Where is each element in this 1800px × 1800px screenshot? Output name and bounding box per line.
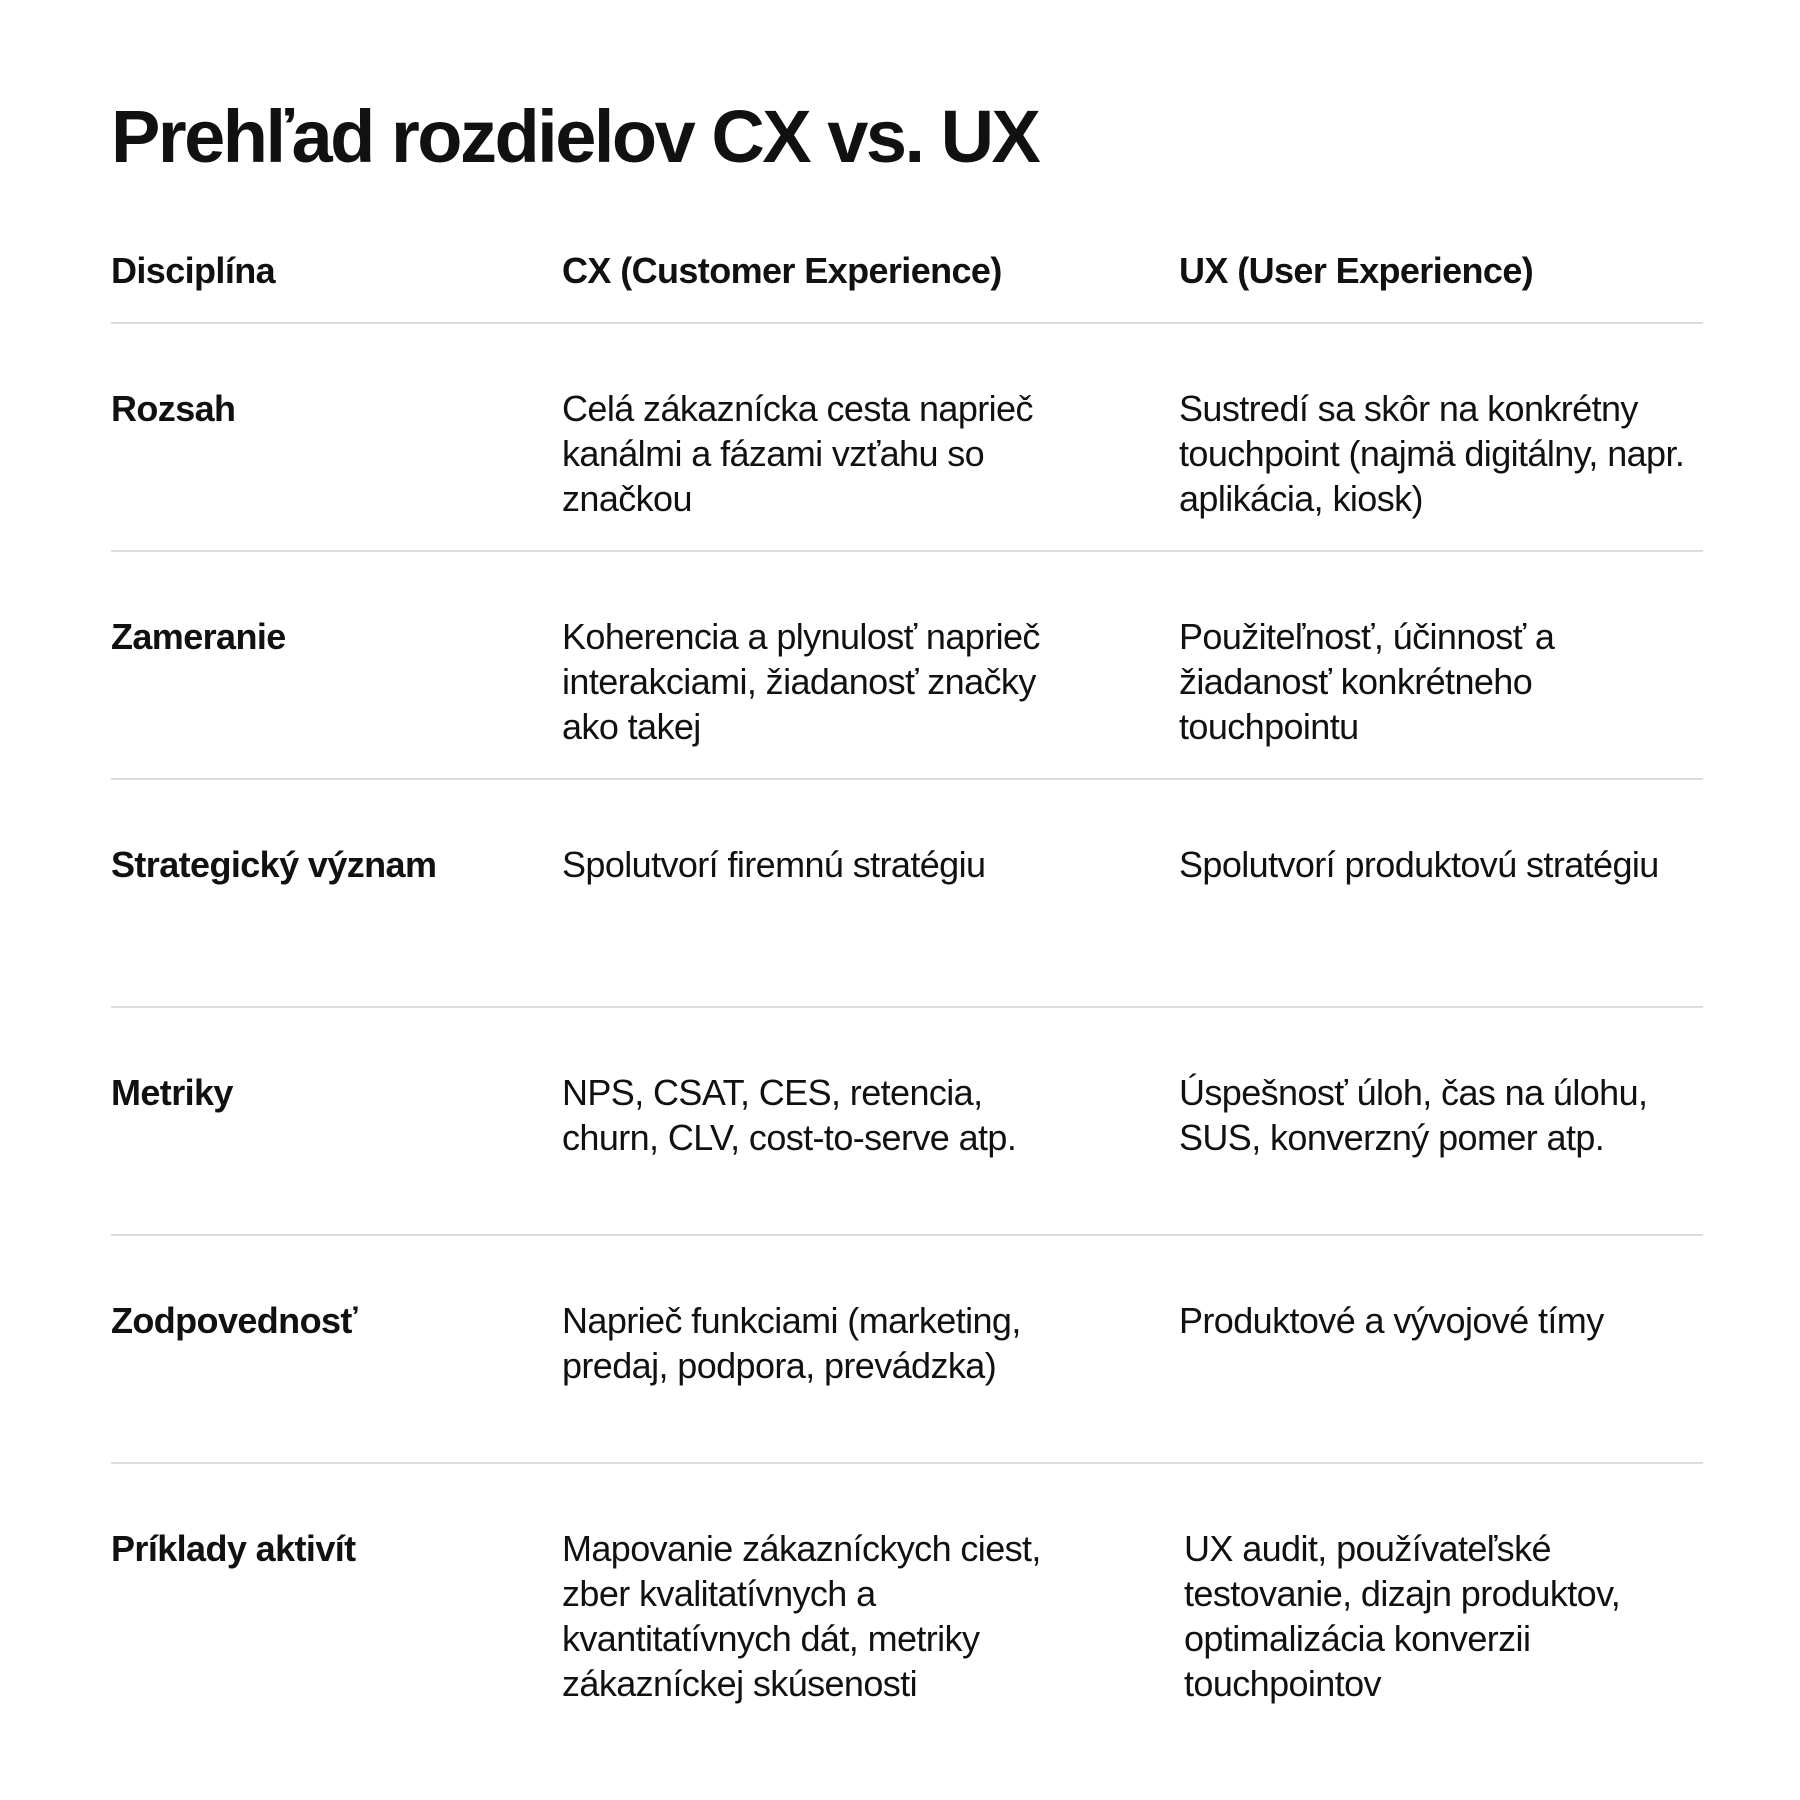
- header-discipline: Disciplína: [111, 250, 276, 291]
- row-ux-value: Sustredí sa skôr na konkrétny touchpoint (najmä digitálny, napr. aplikácia, kiosk): [1179, 388, 1685, 519]
- row-cx-value: NPS, CSAT, CES, retencia, churn, CLV, cost-to-serve atp.: [562, 1072, 1017, 1158]
- header-cx: CX (Customer Experience): [562, 250, 1002, 291]
- table-row: [111, 1008, 1703, 1236]
- row-discipline: Strategický význam: [111, 844, 437, 885]
- row-ux-value: Úspešnosť úloh, čas na úlohu, SUS, konverzný pomer atp.: [1179, 1072, 1648, 1158]
- row-ux-value: UX audit, používateľské testovanie, dizajn produktov, optimalizácia konverzii touchpointov: [1184, 1528, 1621, 1704]
- row-discipline: Metriky: [111, 1072, 233, 1113]
- table-row: [111, 324, 1703, 552]
- row-discipline: Príklady aktivít: [111, 1528, 356, 1569]
- comparison-table: [111, 248, 1703, 1704]
- row-ux-value: Spolutvorí produktovú stratégiu: [1179, 844, 1659, 885]
- row-cx-value: Koherencia a plynulosť naprieč interakciami, žiadanosť značky ako takej: [562, 616, 1040, 747]
- table-row: [111, 1236, 1703, 1464]
- row-cx-value: Celá zákaznícka cesta naprieč kanálmi a fázami vzťahu so značkou: [562, 388, 1033, 519]
- page-title: Prehľad rozdielov CX vs. UX: [111, 95, 1039, 178]
- row-ux-value: Produktové a vývojové tímy: [1179, 1300, 1604, 1341]
- row-ux-value: Použiteľnosť, účinnosť a žiadanosť konkrétneho touchpointu: [1179, 616, 1555, 747]
- row-discipline: Rozsah: [111, 388, 236, 429]
- row-cx-value: Mapovanie zákazníckych ciest, zber kvalitatívnych a kvantitatívnych dát, metriky zákazníckej skúsenosti: [562, 1528, 1041, 1704]
- table-row: [111, 1464, 1703, 1704]
- table-header-row: [111, 248, 1703, 324]
- row-discipline: Zameranie: [111, 616, 286, 657]
- header-ux: UX (User Experience): [1179, 250, 1534, 291]
- row-discipline: Zodpovednosť: [111, 1300, 358, 1341]
- row-cx-value: Spolutvorí firemnú stratégiu: [562, 844, 986, 885]
- table-row: [111, 780, 1703, 1008]
- table-row: [111, 552, 1703, 780]
- row-cx-value: Naprieč funkciami (marketing, predaj, podpora, prevádzka): [562, 1300, 1021, 1386]
